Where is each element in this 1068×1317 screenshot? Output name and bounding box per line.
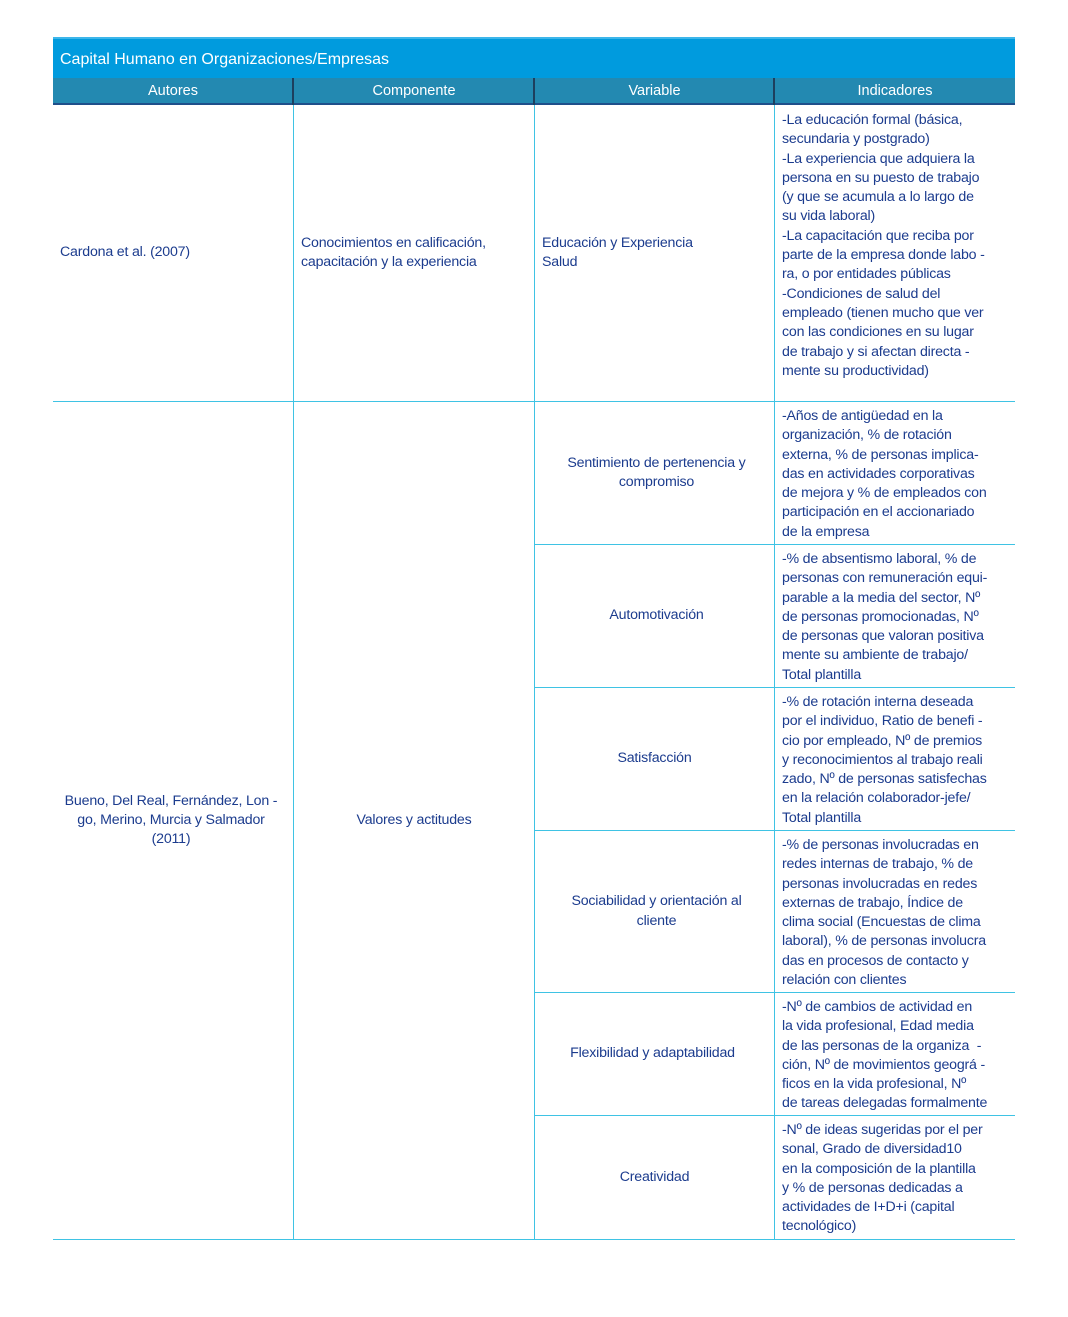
cell-autores: Cardona et al. (2007) xyxy=(60,244,190,261)
table-title: Capital Humano en Organizaciones/Empresas xyxy=(53,37,1015,78)
cell-variable: Educación y Experiencia Salud xyxy=(542,234,693,270)
cell-variable: Satisfacción xyxy=(617,750,692,767)
header-divider xyxy=(533,78,535,105)
cell-autores: Bueno, Del Real, Fernández, Lon - go, Merino, Murcia y Salmador (2011) xyxy=(64,792,278,848)
cell-indicadores: -% de personas involucradas en redes internas de trabajo, % de personas involucradas en redes externas de trabajo, Índice de clima social (Encuestas de clima laboral), % de personas involucra das en procesos de contacto y relación con clientes xyxy=(782,837,986,989)
cell-variable: Automotivación xyxy=(609,607,704,624)
cell-variable: Flexibilidad y adaptabilidad xyxy=(570,1045,735,1062)
header-divider xyxy=(292,78,294,105)
cell-variable: Creatividad xyxy=(619,1168,690,1185)
cell-componente: Conocimientos en calificación, capacitación y la experiencia xyxy=(301,234,486,270)
cell-indicadores: -La educación formal (básica, secundaria y postgrado) -La experiencia que adquiera la persona en su puesto de trabajo (y que se acumula a lo largo de su vida laboral) -La capacitación que reciba por parte de la empresa donde labo - ra, o por entidades públicas -Condiciones de salud del empleado (tienen mucho que ver con las condiciones en su lugar de trabajo y si afectan directa - mente su productividad) xyxy=(782,112,985,379)
row-divider xyxy=(53,1239,1015,1240)
cell-variable: Sentimiento de pertenencia y compromiso xyxy=(567,454,746,490)
cell-indicadores: -% de rotación interna deseada por el individuo, Ratio de benefi - cio por empleado, Nº de premios y reconocimientos al trabajo reali zado, Nº de personas satisfechas en la relación colaborador-jefe/ Total plantilla xyxy=(782,694,987,826)
cell-componente: Valores y actitudes xyxy=(356,811,472,828)
header-autores: Autores xyxy=(53,78,293,105)
cell-indicadores: -Años de antigüedad en la organización, % de rotación externa, % de personas implica- das en actividades corporativas de mejora y % de empleados con participación en el accionariado de la empresa xyxy=(782,408,987,540)
header-componente: Componente xyxy=(294,78,534,105)
cell-indicadores: -% de absentismo laboral, % de personas con remuneración equi- parable a la media del sector, Nº de personas promocionadas, Nº de personas que valoran positiva mente su ambiente de trabajo/ Total plantilla xyxy=(782,551,988,683)
cell-indicadores: -Nº de cambios de actividad en la vida profesional, Edad media de las personas de la organiza - ción, Nº de movimientos geográ - ficos en la vida profesional, Nº de tareas delegadas formalmente xyxy=(782,999,988,1112)
header-variable: Variable xyxy=(535,78,774,105)
cell-variable: Sociabilidad y orientación al cliente xyxy=(571,893,742,929)
cell-indicadores: -Nº de ideas sugeridas por el per sonal, Grado de diversidad10 en la composición de la plantilla y % de personas dedicadas a actividades de I+D+i (capital tecnológico) xyxy=(782,1122,983,1235)
header-divider xyxy=(773,78,775,105)
header-indicadores: Indicadores xyxy=(775,78,1015,105)
